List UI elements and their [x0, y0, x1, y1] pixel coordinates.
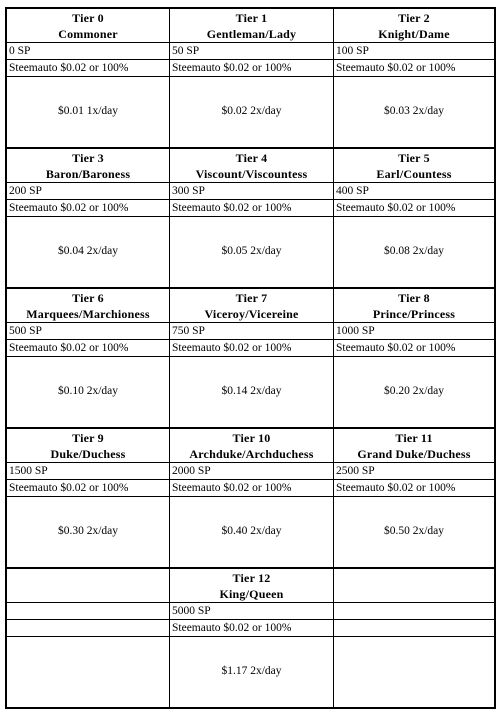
tier-steemauto: Steemauto $0.02 or 100%: [170, 199, 333, 216]
tier-header: [334, 289, 494, 322]
tier-cell-5: [334, 149, 494, 289]
tier-table: [5, 7, 496, 709]
tier-header: [7, 149, 169, 182]
tier-header: [170, 429, 333, 462]
tier-title: Commoner: [58, 26, 118, 41]
tier-sp: 100 SP: [334, 42, 494, 59]
tier-title: Viscount/Viscountess: [195, 166, 308, 181]
tier-payout: $0.02 2x/day: [170, 76, 333, 147]
tier-header: [170, 9, 333, 42]
tier-steemauto: Steemauto $0.02 or 100%: [170, 339, 333, 356]
empty-row: [7, 602, 169, 619]
tier-cell-3: [7, 149, 170, 289]
tier-cell-4: [170, 149, 334, 289]
tier-sp: 1500 SP: [7, 462, 169, 479]
tier-label: Tier 6: [72, 290, 104, 305]
tier-payout: $0.40 2x/day: [170, 496, 333, 567]
tier-header: [334, 9, 494, 42]
tier-steemauto: Steemauto $0.02 or 100%: [170, 619, 333, 636]
tier-sp: 1000 SP: [334, 322, 494, 339]
tier-title: Earl/Countess: [376, 166, 452, 181]
empty-row: [334, 602, 494, 619]
tier-cell-2: [334, 9, 494, 149]
tier-header: [334, 429, 494, 462]
empty-cell-left: [7, 569, 170, 707]
tier-cell-7: [170, 289, 334, 429]
tier-title: Viceroy/Vicereine: [204, 306, 299, 321]
tier-header: [7, 289, 169, 322]
tier-steemauto: Steemauto $0.02 or 100%: [7, 199, 169, 216]
tier-title: Knight/Dame: [378, 26, 450, 41]
tier-label: Tier 1: [235, 10, 268, 25]
tier-cell-12: [170, 569, 334, 707]
empty-cell-right: [334, 569, 494, 707]
tier-title: Grand Duke/Duchess: [357, 446, 471, 461]
tier-label: Tier 7: [235, 290, 268, 305]
tier-sp: 2000 SP: [170, 462, 333, 479]
tier-cell-11: [334, 429, 494, 569]
tier-cell-8: [334, 289, 494, 429]
empty-row: [334, 619, 494, 636]
tier-header: [170, 149, 333, 182]
tier-payout: $0.30 2x/day: [7, 496, 169, 567]
tier-cell-6: [7, 289, 170, 429]
tier-label: Tier 12: [232, 570, 271, 585]
empty-header: [7, 569, 169, 602]
empty-payout: [7, 636, 169, 707]
tier-payout: $0.01 1x/day: [7, 76, 169, 147]
tier-steemauto: Steemauto $0.02 or 100%: [7, 339, 169, 356]
tier-label: Tier 4: [235, 150, 268, 165]
tier-steemauto: Steemauto $0.02 or 100%: [334, 199, 494, 216]
tier-sp: 200 SP: [7, 182, 169, 199]
tier-label: Tier 10: [232, 430, 271, 445]
tier-title: Baron/Baroness: [45, 166, 131, 181]
tier-header: [334, 149, 494, 182]
tier-sp: 50 SP: [170, 42, 333, 59]
tier-payout: $0.50 2x/day: [334, 496, 494, 567]
tier-title: Marquees/Marchioness: [26, 306, 150, 321]
tier-payout: $0.05 2x/day: [170, 216, 333, 287]
tier-cell-9: [7, 429, 170, 569]
tier-label: Tier 9: [72, 430, 104, 445]
tier-steemauto: Steemauto $0.02 or 100%: [334, 479, 494, 496]
tier-sp: 2500 SP: [334, 462, 494, 479]
tier-payout: $0.08 2x/day: [334, 216, 494, 287]
tier-payout: $0.14 2x/day: [170, 356, 333, 427]
tier-payout: $0.04 2x/day: [7, 216, 169, 287]
tier-sp: 300 SP: [170, 182, 333, 199]
tier-title: Gentleman/Lady: [206, 26, 297, 41]
empty-row: [7, 619, 169, 636]
empty-header: [334, 569, 494, 602]
tier-header: [7, 9, 169, 42]
tier-sp: 0 SP: [7, 42, 169, 59]
tier-sp: 400 SP: [334, 182, 494, 199]
tier-payout: $0.03 2x/day: [334, 76, 494, 147]
tier-payout: $0.20 2x/day: [334, 356, 494, 427]
tier-steemauto: Steemauto $0.02 or 100%: [334, 59, 494, 76]
tier-label: Tier 2: [398, 10, 430, 25]
tier-steemauto: Steemauto $0.02 or 100%: [334, 339, 494, 356]
tier-cell-0: [7, 9, 170, 149]
tier-header: [7, 429, 169, 462]
tier-title: Archduke/Archduchess: [189, 446, 314, 461]
tier-title: Prince/Princess: [372, 306, 456, 321]
tier-label: Tier 3: [72, 150, 104, 165]
tier-sp: 5000 SP: [170, 602, 333, 619]
tier-payout: $1.17 2x/day: [170, 636, 333, 707]
tier-label: Tier 8: [398, 290, 430, 305]
tier-cell-10: [170, 429, 334, 569]
tier-cell-1: [170, 9, 334, 149]
tier-steemauto: Steemauto $0.02 or 100%: [170, 479, 333, 496]
tier-label: Tier 5: [398, 150, 430, 165]
tier-sp: 500 SP: [7, 322, 169, 339]
tier-sp: 750 SP: [170, 322, 333, 339]
tier-payout: $0.10 2x/day: [7, 356, 169, 427]
tier-steemauto: Steemauto $0.02 or 100%: [7, 479, 169, 496]
tier-label: Tier 0: [72, 10, 104, 25]
tier-title: Duke/Duchess: [50, 446, 126, 461]
tier-header: [170, 289, 333, 322]
tier-header: [170, 569, 333, 602]
tier-steemauto: Steemauto $0.02 or 100%: [7, 59, 169, 76]
tier-label: Tier 11: [395, 430, 433, 445]
tier-title: King/Queen: [219, 586, 284, 601]
tier-steemauto: Steemauto $0.02 or 100%: [170, 59, 333, 76]
empty-payout: [334, 636, 494, 707]
